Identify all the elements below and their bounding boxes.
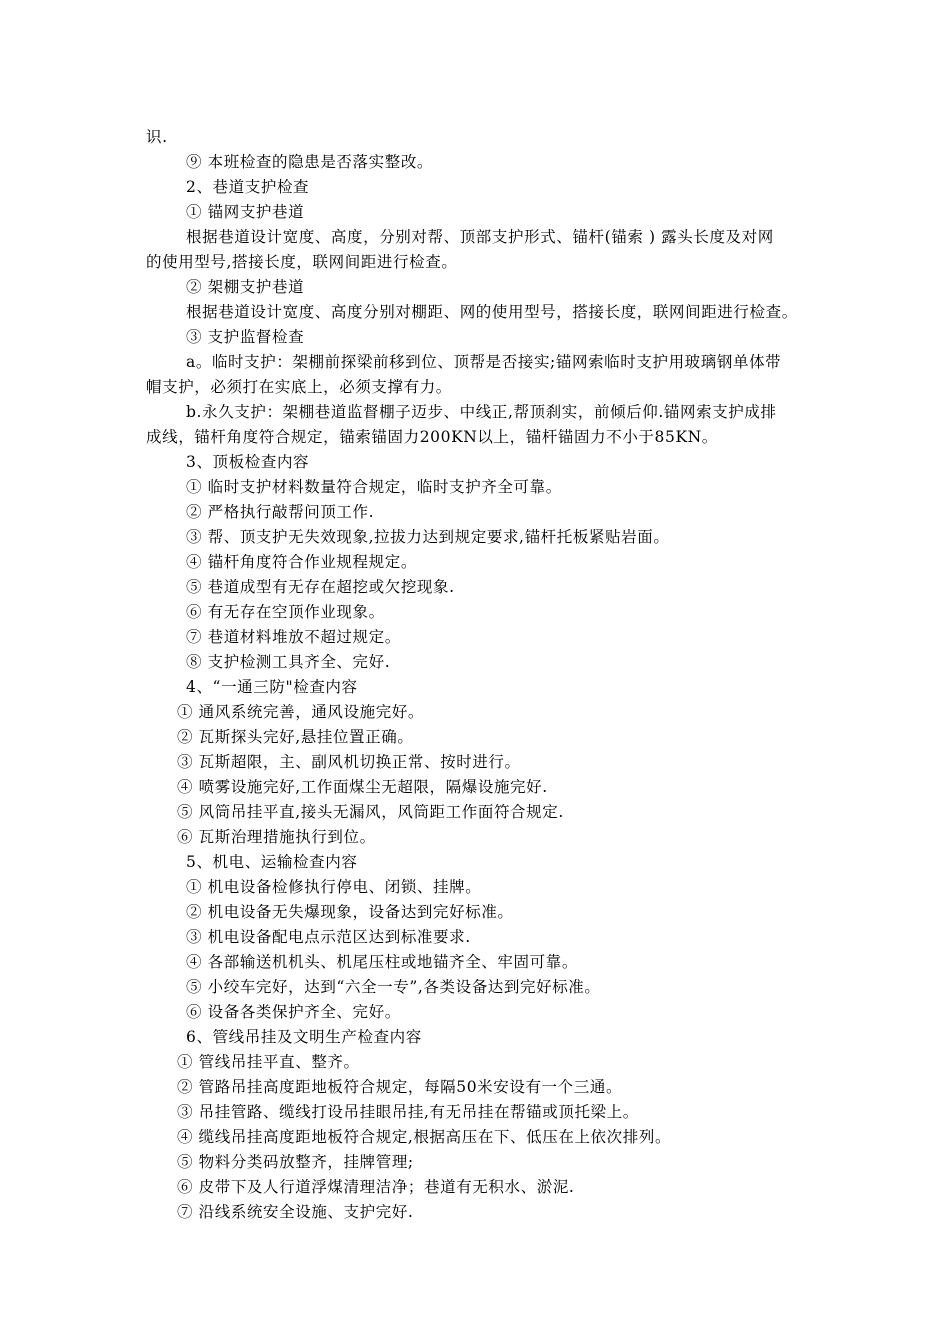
paragraph-line: a。临时支护：架棚前探梁前移到位、顶帮是否接实;锚网索临时支护用玻璃钢单体带	[186, 353, 782, 371]
paragraph-line: 的使用型号,搭接长度，联网间距进行检查。	[146, 253, 458, 271]
section-heading: 6、管线吊挂及文明生产检查内容	[186, 1028, 422, 1046]
list-item: ⑥ 设备各类保护齐全、完好。	[186, 1003, 401, 1021]
list-item: ① 临时支护材料数量符合规定，临时支护齐全可靠。	[186, 478, 562, 496]
paragraph-line: 帽支护，必须打在实底上，必须支撑有力。	[146, 378, 452, 396]
list-item: ⑦ 巷道材料堆放不超过规定。	[186, 628, 401, 646]
list-item: ② 机电设备无失爆现象，设备达到完好标准。	[186, 903, 514, 921]
paragraph-line: 成线，锚杆角度符合规定，锚索锚固力200KN以上，锚杆锚固力不小于85KN。	[146, 428, 718, 446]
paragraph-line: 根据巷道设计宽度、高度分别对棚距、网的使用型号，搭接长度，联网间距进行检查。	[186, 303, 798, 321]
list-item: ⑦ 沿线系统安全设施、支护完好.	[177, 1203, 414, 1221]
list-item: ④ 各部输送机机头、机尾压柱或地锚齐全、牢固可靠。	[186, 953, 578, 971]
list-item: ④ 锚杆角度符合作业规程规定。	[186, 553, 417, 571]
section-heading: 2、巷道支护检查	[186, 178, 310, 196]
section-heading: 5、机电、运输检查内容	[186, 853, 358, 871]
list-item: ⑤ 风筒吊挂平直,接头无漏风，风筒距工作面符合规定.	[177, 803, 564, 821]
paragraph-line: 根据巷道设计宽度、高度，分别对帮、顶部支护形式、锚杆(锚索 ) 露头长度及对网	[186, 228, 774, 246]
list-item: ① 通风系统完善，通风设施完好。	[177, 703, 425, 721]
list-item: ⑥ 有无存在空顶作业现象。	[186, 603, 385, 621]
list-item: ⑧ 支护检测工具齐全、完好.	[186, 653, 391, 671]
list-item: ⑨ 本班检查的隐患是否落实整改。	[186, 153, 434, 171]
list-item: ③ 机电设备配电点示范区达到标准要求.	[186, 928, 471, 946]
list-item: ③ 帮、顶支护无失效现象,拉拔力达到规定要求,锚杆托板紧贴岩面。	[186, 528, 670, 546]
section-heading: 4、“一通三防"检查内容	[186, 678, 358, 696]
subsection-heading: ① 锚网支护巷道	[186, 203, 305, 221]
list-item: ⑤ 小绞车完好，达到“六全一专”,各类设备达到完好标准。	[186, 978, 601, 996]
subsection-heading: ③ 支护监督检查	[186, 328, 305, 346]
list-item: ② 管路吊挂高度距地板符合规定，每隔50米安设有一个三通。	[177, 1078, 623, 1096]
list-item: ⑤ 巷道成型有无存在超挖或欠挖现象.	[186, 578, 455, 596]
section-heading: 3、顶板检查内容	[186, 453, 310, 471]
paragraph-line: b.永久支护：架棚巷道监督棚子迈步、中线正,帮顶刹实，前倾后仰.锚网索支护成排	[186, 403, 777, 421]
list-item: ⑤ 物料分类码放整齐，挂牌管理;	[177, 1153, 414, 1171]
list-item: ② 瓦斯探头完好,悬挂位置正确。	[177, 728, 414, 746]
subsection-heading: ② 架棚支护巷道	[186, 278, 305, 296]
list-item: ① 管线吊挂平直、整齐。	[177, 1053, 360, 1071]
list-item: ④ 缆线吊挂高度距地板符合规定,根据高压在下、低压在上依次排列。	[177, 1128, 672, 1146]
list-item: ③ 吊挂管路、缆线打设吊挂眼吊挂,有无吊挂在帮锚或顶托梁上。	[177, 1103, 639, 1121]
list-item: ① 机电设备检修执行停电、闭锁、挂牌。	[186, 878, 482, 896]
list-item: ⑥ 皮带下及人行道浮煤清理洁净；巷道有无积水、淤泥.	[177, 1178, 575, 1196]
text-line: 识.	[146, 128, 168, 146]
list-item: ③ 瓦斯超限，主、副风机切换正常、按时进行。	[177, 753, 521, 771]
list-item: ② 严格执行敲帮问顶工作.	[186, 503, 375, 521]
list-item: ④ 喷雾设施完好,工作面煤尘无超限，隔爆设施完好.	[177, 778, 548, 796]
list-item: ⑥ 瓦斯治理措施执行到位。	[177, 828, 376, 846]
